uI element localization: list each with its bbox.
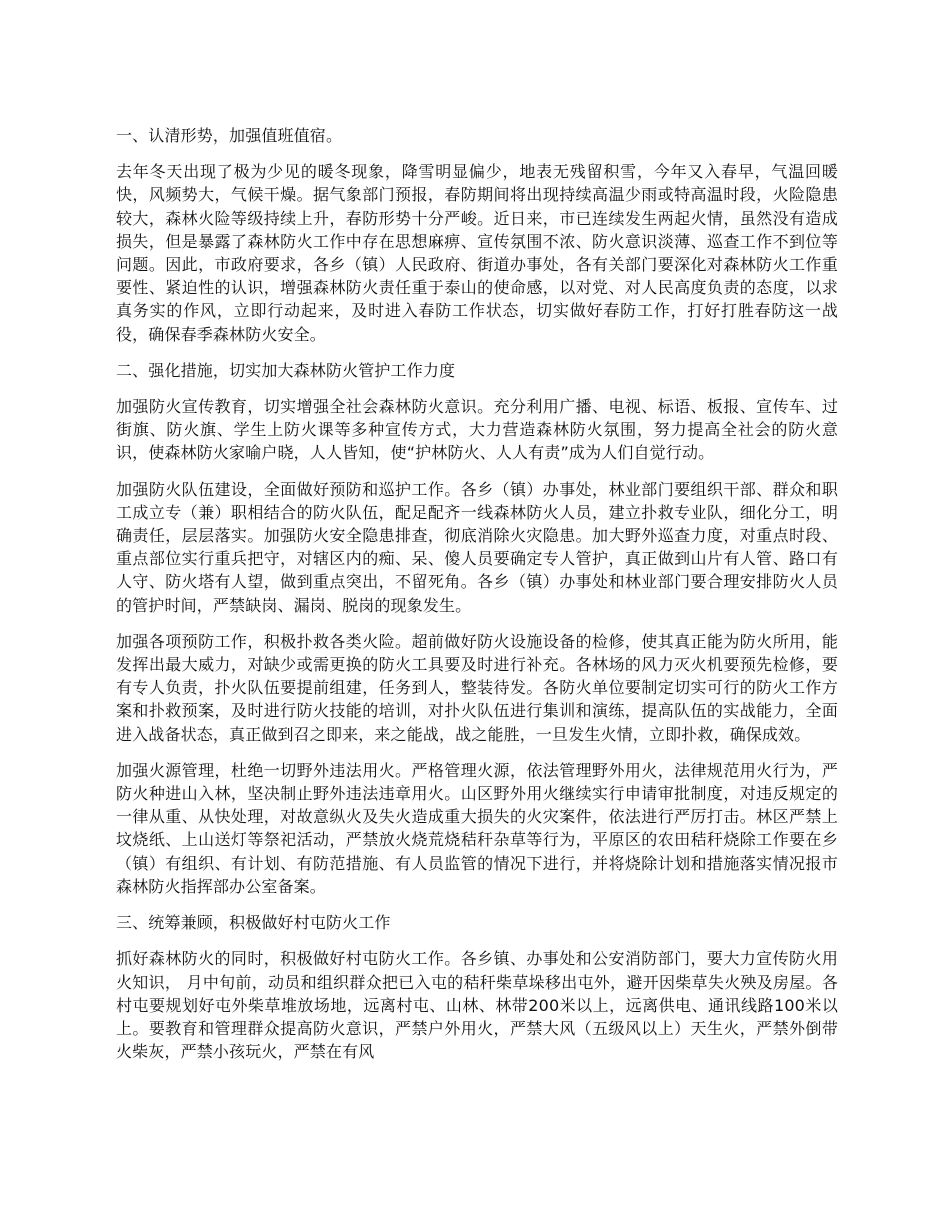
section-heading-1: 一、认清形势，加强值班值宿。 [116, 126, 343, 145]
section-heading-2: 二、强化措施，切实加大森林防火管护工作力度 [116, 360, 456, 380]
paragraph-situation: 去年冬天出现了极为少见的暖冬现象，降雪明显偏少，地表无残留积雪，今年又入春早，气温回暖快，风频势大，气候干燥。据气象部门预报，春防期间将出现持续高温少雨或特高温时段，火险隐患较大，森林火险等级持续上升，春防形势十分严峻。近日来，市已连续发生两起火情，虽然没有造成损失，但是暴露了森林防火工作中存在思想麻痹、宣传氛围不浓、防火意识淡薄、巡查工作不到位等问题。因此，市政府要求，各乡（镇）人民政府、街道办事处，各有关部门要深化对森林防火工作重要性、紧迫性的认识，增强森林防火责任重于泰山的使命感，以对党、对人民高度负责的态度，以求真务实的作风，立即行动起来，及时进入春防工作状态，切实做好春防工作，打好打胜春防这一战役，确保春季森林防火安全。 [116, 162, 838, 344]
paragraph-fire-source: 加强火源管理，杜绝一切野外违法用火。严格管理火源，依法管理野外用火，法律规范用火行为，严防火种进山入林，坚决制止野外违法违章用火。山区野外用火继续实行申请审批制度，对违反规定的一律从重、从快处理，对故意纵火及失火造成重大损失的火灾案件，依法进行严厉打击。林区严禁上坟烧纸、上山送灯等祭祀活动，严禁放火烧荒烧秸秆杂草等行为，平原区的农田秸秆烧除工作要在乡（镇）有组织、有计划、有防范措施、有人员监管的情况下进行，并将烧除计划和措施落实情况报市森林防火指挥部办公室备案。 [116, 760, 838, 896]
document-body [116, 124, 838, 1076]
paragraph-village-fire: 抓好森林防火的同时，积极做好村屯防火工作。各乡镇、办事处和公安消防部门，要大力宣传防火用火知识， 月中旬前，动员和组织群众把已入屯的秸秆柴草垛移出屯外，避开因柴草失火殃及房屋。各村屯要规划好屯外柴草堆放场地，远离村屯、山林、林带200米以上，远离供电、通讯线路100米以上。要教育和管理群众提高防火意识，严禁户外用火，严禁大风（五级风以上）天生火，严禁外倒带火柴灰，严禁小孩玩火，严禁在有风 [116, 949, 838, 1062]
paragraph-prevention: 加强各项预防工作，积极扑救各类火险。超前做好防火设施设备的检修，使其真正能为防火所用，能发挥出最大威力，对缺少或需更换的防火工具要及时进行补充。各林场的风力灭火机要预先检修，要有专人负责，扑火队伍要提前组建，任务到人，整装待发。各防火单位要制定切实可行的防火工作方案和扑救预案，及时进行防火技能的培训，对扑火队伍进行集训和演练，提高队伍的实战能力，全面进入战备状态，真正做到召之即来，来之能战，战之能胜，一旦发生火情，立即扑救，确保成效。 [116, 631, 838, 744]
section-heading-3: 三、统筹兼顾，积极做好村屯防火工作 [116, 913, 391, 933]
paragraph-team-building: 加强防火队伍建设，全面做好预防和巡护工作。各乡（镇）办事处，林业部门要组织干部、群众和职工成立专（兼）职相结合的防火队伍，配足配齐一线森林防火人员，建立扑救专业队，细化分工，明确责任，层层落实。加强防火安全隐患排查，彻底消除火灾隐患。加大野外巡查力度，对重点时段、重点部位实行重兵把守，对辖区内的痴、呆、傻人员要确定专人管护，真正做到山片有人管、路口有人守、防火塔有人望，做到重点突出，不留死角。各乡（镇）办事处和林业部门要合理安排防火人员的管护时间，严禁缺岗、漏岗、脱岗的现象发生。 [116, 479, 838, 615]
paragraph-publicity: 加强防火宣传教育，切实增强全社会森林防火意识。充分利用广播、电视、标语、板报、宣传车、过街旗、防火旗、学生上防火课等多种宣传方式，大力营造森林防火氛围，努力提高全社会的防火意识，使森林防火家喻户晓，人人皆知，使“护林防火、人人有责”成为人们自觉行动。 [116, 397, 838, 463]
